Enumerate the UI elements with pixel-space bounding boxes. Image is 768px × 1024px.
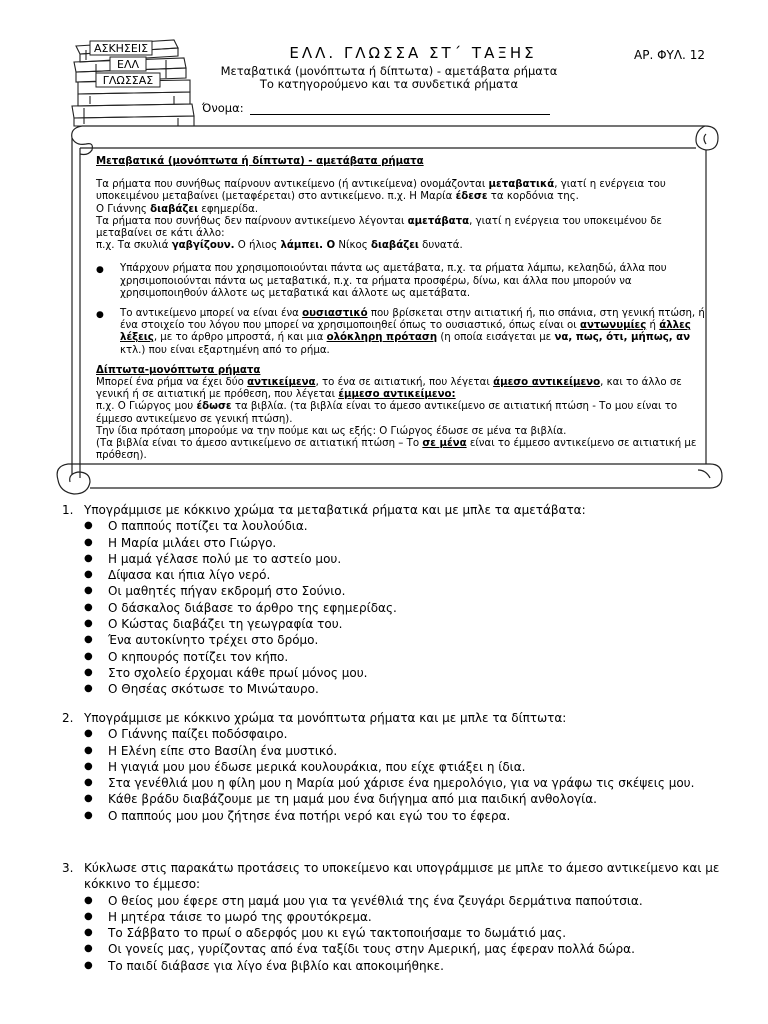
exercise-item[interactable]: ● Κάθε βράδυ διαβάζουμε με τη μαμά μου ένα διήγημα από μια παιδική ανθολογία. bbox=[84, 792, 597, 807]
theory-paragraph: (Τα βιβλία είναι το άμεσο αντικείμενο σε αιτιατική πτώση – Το σε μένα είναι το έμμεσο αντικείμενο σε αιτιατική με πρόθεση). bbox=[96, 438, 697, 462]
exercise-item[interactable]: ● Η μαμά γέλασε πολύ με το αστείο μου. bbox=[84, 551, 342, 566]
theory-bullet: ● Υπάρχουν ρήματα που χρησιμοποιούνται πάντα ως αμετάβατα, π.χ. τα ρήματα λάμπω, κελαηδώ, άλλα που χρησιμοποιούνται πάντα ως μεταβατικά, π.χ. τα ρήματα προσφέρω, δίνω, και άλλα που μπορούν να χρησιμοποιηθούν άλλοτε ως μεταβατικά και άλλοτε ως αμετάβατα. bbox=[96, 263, 667, 299]
bullet-icon: ● bbox=[84, 894, 93, 906]
exercise-item[interactable]: ● Ο κηπουρός ποτίζει τον κήπο. bbox=[84, 649, 289, 664]
theory-paragraph: Μπορεί ένα ρήμα να έχει δύο αντικείμενα, το ένα σε αιτιατική, που λέγεται άμεσο αντικείμενο, και το άλλο σε γενική ή σε αιτιατική με πρόθεση, που λέγεται έμμεσο αντικείμενο: bbox=[96, 377, 682, 401]
exercise-item[interactable]: ● Ο Γιάννης παίζει ποδόσφαιρο. bbox=[84, 727, 288, 742]
exercise-2 bbox=[62, 710, 752, 824]
exercise-item[interactable]: ● Ο θείος μου έφερε στη μαμά μου για τα γενέθλιά της ένα ζευγάρι δερμάτινα παπούτσια. bbox=[84, 893, 643, 908]
logo-line-1: ΑΣΚΗΣΕΙΣ bbox=[93, 42, 149, 55]
worksheet-number: ΑΡ. ΦΥΛ. 12 bbox=[634, 48, 705, 62]
exercise-item[interactable]: ● Η γιαγιά μου μου έδωσε μερικά κουλουράκια, που είχε φτιάξει η ίδια. bbox=[84, 759, 526, 774]
bullet-icon: ● bbox=[84, 683, 93, 695]
theory-box bbox=[96, 156, 708, 462]
bullet-icon: ● bbox=[84, 520, 93, 532]
exercise-item[interactable]: ● Οι μαθητές πήγαν εκδρομή στο Σούνιο. bbox=[84, 584, 346, 599]
bullet-icon: ● bbox=[84, 760, 93, 772]
exercise-item[interactable]: ● Ένα αυτοκίνητο τρέχει στο δρόμο. bbox=[84, 633, 319, 648]
exercise-number: 3. bbox=[62, 861, 74, 875]
bullet-icon: ● bbox=[84, 910, 93, 922]
bullet-icon: ● bbox=[96, 265, 104, 276]
theory-paragraph: Ο Γιάννης διαβάζει εφημερίδα. bbox=[96, 203, 259, 215]
page-title: ΕΛΛ. ΓΛΩΣΣΑ ΣΤ΄ ΤΑΞΗΣ bbox=[289, 44, 537, 62]
exercise-item[interactable]: ● Ο παππούς μου μου ζήτησε ένα ποτήρι νερό και εγώ του το έφερα. bbox=[84, 808, 511, 823]
bullet-icon: ● bbox=[96, 310, 104, 321]
exercise-item[interactable]: ● Οι γονείς μας, γυρίζοντας από ένα ταξίδι τους στην Αμερική, μας έφεραν πολλά δώρα. bbox=[84, 942, 635, 957]
bullet-icon: ● bbox=[84, 744, 93, 756]
bullet-icon: ● bbox=[84, 793, 93, 805]
bullet-icon: ● bbox=[84, 569, 93, 581]
exercise-instruction: Υπογράμμισε με κόκκινο χρώμα τα μονόπτωτα ρήματα και με μπλε τα δίπτωτα: bbox=[84, 711, 567, 725]
exercise-instruction: Υπογράμμισε με κόκκινο χρώμα τα μεταβατικά ρήματα και με μπλε τα αμετάβατα: bbox=[84, 503, 586, 517]
bullet-icon: ● bbox=[84, 585, 93, 597]
exercise-item[interactable]: ● Δίψασα και ήπια λίγο νερό. bbox=[84, 568, 271, 583]
bullet-icon: ● bbox=[84, 601, 93, 613]
exercise-number: 2. bbox=[62, 711, 74, 725]
theory-paragraph: π.χ. Τα σκυλιά γαβγίζουν. Ο ήλιος λάμπει. Ο Νίκος διαβάζει δυνατά. bbox=[96, 240, 463, 252]
exercise-item[interactable]: ● Η Μαρία μιλάει στο Γιώργο. bbox=[84, 535, 277, 550]
bullet-icon: ● bbox=[84, 536, 93, 548]
name-input-line[interactable] bbox=[250, 103, 550, 115]
exercise-item[interactable]: ● Στο σχολείο έρχομαι κάθε πρωί μόνος μου. bbox=[84, 665, 368, 680]
bullet-icon: ● bbox=[84, 959, 93, 971]
bullet-icon: ● bbox=[84, 634, 93, 646]
exercise-item[interactable]: ● Η Ελένη είπε στο Βασίλη ένα μυστικό. bbox=[84, 743, 338, 758]
exercise-3 bbox=[62, 860, 752, 974]
exercise-item[interactable]: ● Το Σάββατο το πρωί ο αδερφός μου κι εγώ τακτοποιήσαμε το δωμάτιό μας. bbox=[84, 926, 567, 941]
exercise-1 bbox=[62, 502, 752, 698]
books-stack-icon bbox=[66, 38, 198, 128]
name-row bbox=[202, 101, 550, 115]
bullet-icon: ● bbox=[84, 943, 93, 955]
theory-paragraph: Τα ρήματα που συνήθως παίρνουν αντικείμενο (ή αντικείμενα) ονομάζονται μεταβατικά, γιατί η ενέργεια του υποκειμένου μεταβαίνει (μεταφέρεται) στο αντικείμενο. π.χ. Η Μαρία έδεσε τα κορδόνια της. bbox=[96, 179, 666, 203]
exercise-item[interactable]: ● Η μητέρα τάισε το μωρό της φρουτόκρεμα. bbox=[84, 909, 372, 924]
books-logo bbox=[66, 38, 198, 128]
subtitle-1: Μεταβατικά (μονόπτωτα ή δίπτωτα) - αμετάβατα ρήματα bbox=[220, 64, 558, 78]
bullet-icon: ● bbox=[84, 618, 93, 630]
theory-heading: Μεταβατικά (μονόπτωτα ή δίπτωτα) - αμετάβατα ρήματα bbox=[96, 156, 424, 167]
diptota-heading: Δίπτωτα-μονόπτωτα ρήματα bbox=[96, 364, 261, 376]
bullet-icon: ● bbox=[84, 777, 93, 789]
theory-paragraph: π.χ. Ο Γιώργος μου έδωσε τα βιβλία. (τα βιβλία είναι το άμεσο αντικείμενο σε αιτιατική πτώση - Το μου είναι το έμμεσο αντικείμενο σε γενική πτώση). bbox=[96, 401, 678, 425]
bullet-icon: ● bbox=[84, 728, 93, 740]
name-label: Όνομα: bbox=[202, 101, 244, 115]
bullet-icon: ● bbox=[84, 666, 93, 678]
exercise-item[interactable]: ● Ο παππούς ποτίζει τα λουλούδια. bbox=[84, 519, 308, 534]
bullet-icon: ● bbox=[84, 552, 93, 564]
logo-line-3: ΓΛΩΣΣΑΣ bbox=[102, 74, 154, 87]
logo-line-2: ΕΛΛ bbox=[117, 58, 139, 71]
bullet-icon: ● bbox=[84, 650, 93, 662]
exercise-item[interactable]: ● Στα γενέθλιά μου η φίλη μου η Μαρία μού χάρισε ένα ημερολόγιο, για να γράφω τις σκέψεις μου. bbox=[84, 776, 695, 791]
exercise-item[interactable]: ● Το παιδί διάβασε για λίγο ένα βιβλίο και αποκοιμήθηκε. bbox=[84, 958, 444, 973]
theory-bullet: ● Το αντικείμενο μπορεί να είναι ένα ουσιαστικό που βρίσκεται στην αιτιατική ή, πιο σπάνια, στη γενική πτώση, ή ένα στοιχείο του λόγου που μπορεί να χρησιμοποιηθεί όπως το ουσιαστικό, όπως είναι οι αντωνυμίες ή άλλες λέξεις, με το άρθρο μπροστά, ή και μια ολόκληρη πρόταση (η οποία εισάγεται με να, πως, ότι, μήπως, αν κτλ.) που είναι εξαρτημένη από το ρήμα. bbox=[96, 308, 705, 356]
exercise-item[interactable]: ● Ο δάσκαλος διάβασε το άρθρο της εφημερίδας. bbox=[84, 600, 397, 615]
bullet-icon: ● bbox=[84, 809, 93, 821]
bullet-icon: ● bbox=[84, 927, 93, 939]
theory-paragraph: Τα ρήματα που συνήθως δεν παίρνουν αντικείμενο λέγονται αμετάβατα, γιατί η ενέργεια του υποκειμένου δε μεταβαίνει σε κάτι άλλο: bbox=[96, 215, 662, 240]
exercise-item[interactable]: ● Ο Κώστας διαβάζει τη γεωγραφία του. bbox=[84, 617, 343, 632]
exercise-instruction: Κύκλωσε στις παρακάτω προτάσεις το υποκείμενο και υπογράμμισε με μπλε το άμεσο αντικείμενο και με κόκκινο το έμμεσο: bbox=[84, 861, 720, 892]
subtitle-2: Το κατηγορούμενο και τα συνδετικά ρήματα bbox=[259, 77, 519, 91]
exercise-number: 1. bbox=[62, 503, 74, 517]
theory-paragraph: Την ίδια πρόταση μπορούμε να την πούμε και ως εξής: Ο Γιώργος έδωσε σε μένα τα βιβλία. bbox=[96, 425, 567, 437]
exercise-item[interactable]: ● Ο Θησέας σκότωσε το Μινώταυρο. bbox=[84, 682, 319, 697]
